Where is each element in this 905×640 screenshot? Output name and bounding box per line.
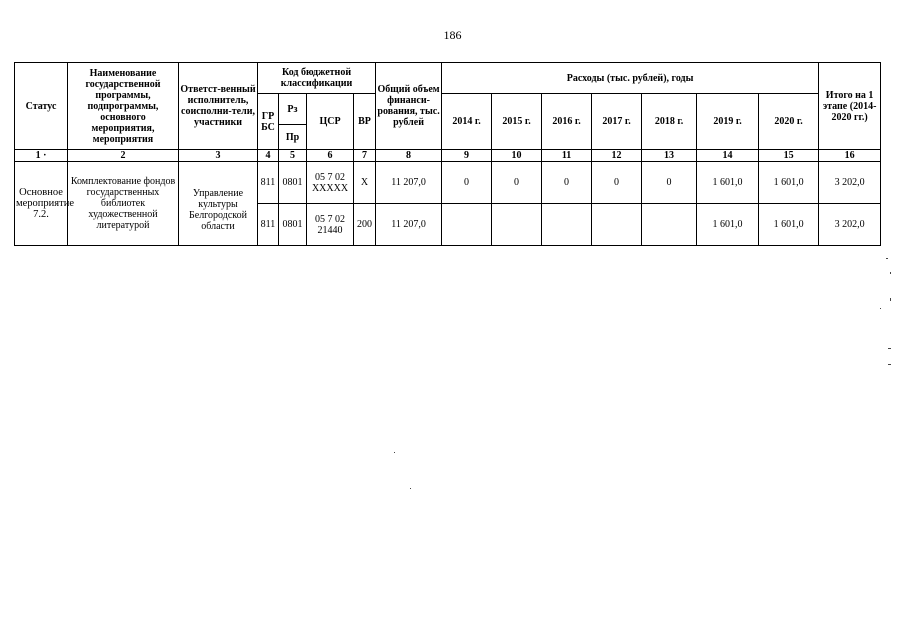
header-year-2018: 2018 г. [642,94,697,150]
year-cell: 1 601,0 [759,162,819,204]
header-grbs: ГР БС [258,94,279,150]
header-expenses: Расходы (тыс. рублей), годы [442,63,819,94]
grbs-cell: 811 [258,204,279,246]
column-number: 3 [179,150,258,162]
header-year-2015: 2015 г. [492,94,542,150]
scan-speck [888,348,891,349]
column-number: 4 [258,150,279,162]
column-number: 6 [307,150,354,162]
page-number: 186 [443,28,462,42]
column-number-row [15,150,881,162]
column-number: 15 [759,150,819,162]
year-cell: 1 601,0 [697,204,759,246]
column-number: 12 [592,150,642,162]
header-status: Статус [15,63,68,150]
scan-speck [880,308,881,309]
column-number: 11 [542,150,592,162]
column-number: 10 [492,150,542,162]
header-csr: ЦСР [307,94,354,150]
year-cell: 0 [492,162,542,204]
column-number: 14 [697,150,759,162]
year-cell [542,204,592,246]
column-number: 9 [442,150,492,162]
header-total-volume: Общий объем финанси-рования, тыс. рублей [376,63,442,150]
column-number: 13 [642,150,697,162]
vr-cell: Х [354,162,376,204]
scan-speck [890,272,891,274]
year-cell: 0 [442,162,492,204]
scan-speck [886,258,888,259]
column-number: 8 [376,150,442,162]
header-year-2017: 2017 г. [592,94,642,150]
rzpr-cell: 0801 [279,162,307,204]
header-rz: Рз [279,94,307,125]
header-name: Наименование государственной программы, подпрограммы, основного мероприятия, мероприятия [68,63,179,150]
rzpr-cell: 0801 [279,204,307,246]
grbs-cell: 811 [258,162,279,204]
stage-total-cell: 3 202,0 [819,162,881,204]
year-cell [492,204,542,246]
status-cell: Основное мероприятие 7.2. [15,162,68,246]
scan-speck [410,488,411,489]
table-row [15,162,881,204]
header-stage-total: Итого на 1 этапе (2014-2020 гг.) [819,63,881,150]
stage-total-cell: 3 202,0 [819,204,881,246]
scan-speck [890,298,891,301]
year-cell: 1 601,0 [697,162,759,204]
scan-speck [394,452,395,453]
vr-cell: 200 [354,204,376,246]
year-cell: 0 [642,162,697,204]
responsible-cell: Управление культуры Белгородской области [179,162,258,246]
csr-cell: 05 7 02 XXXXX [307,162,354,204]
csr-cell: 05 7 02 21440 [307,204,354,246]
total-cell: 11 207,0 [376,204,442,246]
column-number: 16 [819,150,881,162]
event-name-cell: Комплектование фондов государственных библиотек художественной литературой [68,162,179,246]
year-cell: 0 [592,162,642,204]
year-cell [642,204,697,246]
header-year-2014: 2014 г. [442,94,492,150]
column-number: 2 [68,150,179,162]
column-number: 1 · [15,150,68,162]
header-responsible: Ответст-венный исполнитель, соисполни-тели, участники [179,63,258,150]
year-cell [592,204,642,246]
year-cell [442,204,492,246]
header-year-2019: 2019 г. [697,94,759,150]
column-number: 5 [279,150,307,162]
year-cell: 1 601,0 [759,204,819,246]
column-number: 7 [354,150,376,162]
header-year-2020: 2020 г. [759,94,819,150]
total-cell: 11 207,0 [376,162,442,204]
header-budget-code: Код бюджетной классификации [258,63,376,94]
header-vr: ВР [354,94,376,150]
header-year-2016: 2016 г. [542,94,592,150]
header-pr: Пр [279,125,307,150]
scan-speck [888,364,891,365]
budget-table [14,62,881,246]
year-cell: 0 [542,162,592,204]
